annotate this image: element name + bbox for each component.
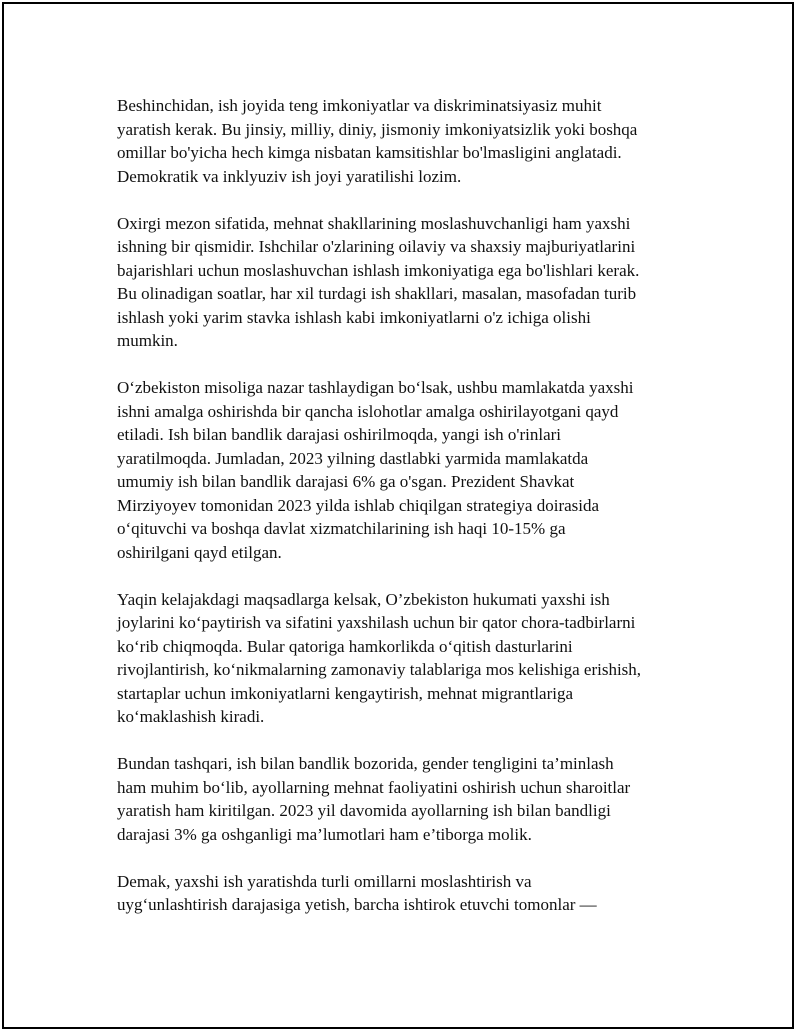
- text-line: ishni amalga oshirishda bir qancha islohotlar amalga oshirilayotgani qayd: [117, 401, 619, 421]
- paragraph: [117, 870, 697, 917]
- text-line: yaratish kerak. Bu jinsiy, milliy, diniy, jismoniy imkoniyatsizlik yoki boshqa: [117, 119, 638, 139]
- text-line: O‘zbekiston misoliga nazar tashlaydigan bo‘lsak, ushbu mamlakatda yaxshi: [117, 378, 634, 397]
- text-line: ko‘maklashish kiradi.: [117, 707, 265, 726]
- text-line: Bu olinadigan soatlar, har xil turdagi ish shakllari, masalan, masofadan turib: [117, 284, 637, 303]
- text-line: rivojlantirish, ko‘nikmalarning zamonaviy talablariga mos kelishiga erishish,: [117, 660, 642, 679]
- text-line: umumiy ish bilan bandlik darajasi 6% ga o'sgan. Prezident Shavkat: [117, 472, 575, 491]
- text-line: yaratilmoqda. Jumladan, 2023 yilning dastlabki yarmida mamlakatda: [117, 448, 589, 468]
- text-line: Yaqin kelajakdagi maqsadlarga kelsak, O’zbekiston hukumati yaxshi ish: [117, 589, 610, 609]
- text-line: yaratish ham kiritilgan. 2023 yil davomida ayollarning ish bilan bandligi: [117, 801, 611, 820]
- text-line: Bundan tashqari, ish bilan bandlik bozorida, gender tengligini ta’minlash: [117, 754, 614, 773]
- text-line: oshirilgani qayd etilgan.: [117, 542, 282, 562]
- text-line: joylarini ko‘paytirish va sifatini yaxshilash uchun bir qator chora-tadbirlarni: [117, 613, 636, 632]
- text-line: omillar bo'yicha hech kimga nisbatan kamsitishlar bo'lmasligini anglatadi.: [117, 143, 622, 162]
- paragraph: [117, 212, 697, 353]
- paragraph: [117, 376, 697, 564]
- document-body: [117, 94, 697, 940]
- text-line: darajasi 3% ga oshganligi ma’lumotlari ham e’tiborga molik.: [117, 824, 532, 844]
- text-line: Demak, yaxshi ish yaratishda turli omillarni moslashtirish va: [117, 871, 532, 891]
- text-line: Demokratik va inklyuziv ish joyi yaratilishi lozim.: [117, 166, 462, 186]
- paragraph: [117, 94, 697, 188]
- text-line: Beshinchidan, ish joyida teng imkoniyatlar va diskriminatsiyasiz muhit: [117, 96, 602, 115]
- text-line: ko‘rib chiqmoqda. Bular qatoriga hamkorlikda o‘qitish dasturlarini: [117, 636, 573, 656]
- text-line: o‘qituvchi va boshqa davlat xizmatchilarining ish haqi 10-15% ga: [117, 519, 566, 538]
- text-line: ishning bir qismidir. Ishchilar o'zlarining oilaviy va shaxsiy majburiyatlarini: [117, 237, 636, 256]
- text-line: ishlash yoki yarim stavka ishlash kabi imkoniyatlarni o'z ichiga olishi: [117, 307, 591, 327]
- text-line: ham muhim bo‘lib, ayollarning mehnat faoliyatini oshirish uchun sharoitlar: [117, 777, 631, 797]
- text-line: bajarishlari uchun moslashuvchan ishlash imkoniyatiga ega bo'lishlari kerak.: [117, 260, 640, 280]
- text-line: mumkin.: [117, 331, 178, 350]
- paragraph: [117, 752, 697, 846]
- text-line: uyg‘unlashtirish darajasiga yetish, barcha ishtirok etuvchi tomonlar —: [117, 895, 597, 914]
- text-line: etiladi. Ish bilan bandlik darajasi oshirilmoqda, yangi ish o'rinlari: [117, 425, 562, 444]
- text-line: Mirziyoyev tomonidan 2023 yilda ishlab chiqilgan strategiya doirasida: [117, 495, 600, 515]
- text-line: startaplar uchun imkoniyatlarni kengaytirish, mehnat migrantlariga: [117, 683, 574, 703]
- paragraph: [117, 588, 697, 729]
- text-line: Oxirgi mezon sifatida, mehnat shakllarining moslashuvchanligi ham yaxshi: [117, 213, 631, 233]
